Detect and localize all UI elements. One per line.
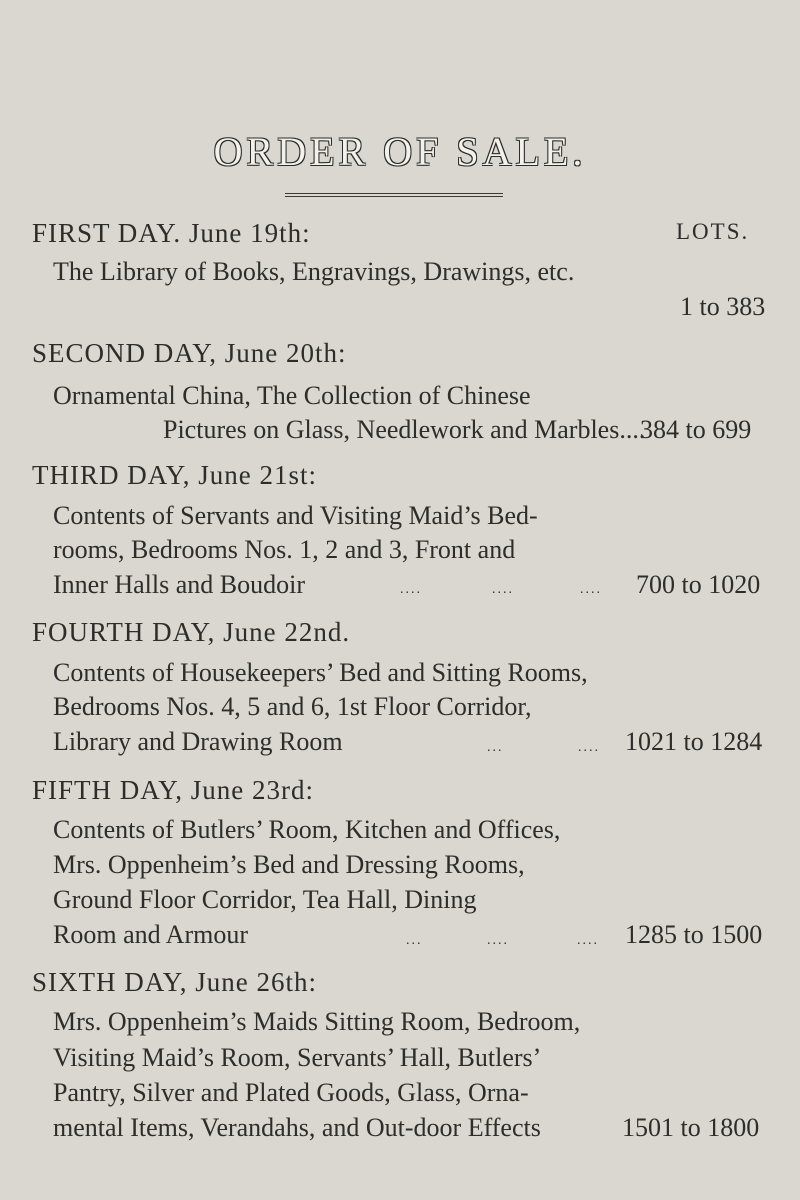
fourth-day-line-2: Bedrooms Nos. 4, 5 and 6, 1st Floor Corridor, — [53, 692, 532, 721]
sixth-day-line-2: Visiting Maid’s Room, Servants’ Hall, Butlers’ — [53, 1043, 542, 1072]
sixth-day-line-4: mental Items, Verandahs, and Out-door Effects — [53, 1113, 541, 1142]
fifth-day-leader-1: ... — [406, 933, 423, 948]
third-day-line-2: rooms, Bedrooms Nos. 1, 2 and 3, Front and — [53, 535, 516, 564]
lots-column-header: LOTS. — [676, 219, 750, 244]
first-day-lot-range: 1 to 383 — [680, 292, 766, 321]
second-day-heading: SECOND DAY, June 20th: — [32, 338, 347, 368]
fifth-day-leader-3: .... — [577, 933, 599, 948]
fourth-day-leader-2: .... — [578, 740, 600, 755]
sixth-day-line-3: Pantry, Silver and Plated Goods, Glass, Orna- — [53, 1078, 529, 1107]
fourth-day-lot-range: 1021 to 1284 — [625, 727, 763, 756]
third-day-heading: THIRD DAY, June 21st: — [32, 460, 318, 490]
first-day-line-1: The Library of Books, Engravings, Drawings, etc. — [53, 257, 575, 286]
page-title: ORDER OF SALE. — [213, 129, 587, 174]
third-day-leader-3: .... — [580, 582, 602, 597]
fifth-day-lot-range: 1285 to 1500 — [625, 920, 763, 949]
fourth-day-line-3: Library and Drawing Room — [53, 727, 343, 756]
title-double-rule — [285, 193, 503, 197]
first-day-heading: FIRST DAY. June 19th: — [32, 218, 311, 248]
fifth-day-line-2: Mrs. Oppenheim’s Bed and Dressing Rooms, — [53, 850, 525, 879]
third-day-line-1: Contents of Servants and Visiting Maid’s Bed- — [53, 501, 538, 530]
fifth-day-heading: FIFTH DAY, June 23rd: — [32, 775, 315, 805]
second-day-line-2: Pictures on Glass, Needlework and Marbles.... — [163, 415, 646, 444]
fifth-day-line-3: Ground Floor Corridor, Tea Hall, Dining — [53, 885, 477, 914]
sixth-day-line-1: Mrs. Oppenheim’s Maids Sitting Room, Bedroom, — [53, 1007, 581, 1036]
fourth-day-heading: FOURTH DAY, June 22nd. — [32, 617, 351, 647]
third-day-lot-range: 700 to 1020 — [636, 570, 761, 599]
fifth-day-leader-2: .... — [487, 933, 509, 948]
third-day-line-3: Inner Halls and Boudoir — [53, 570, 306, 599]
third-day-leader-1: .... — [400, 582, 422, 597]
third-day-leader-2: .... — [492, 582, 514, 597]
second-day-line-1: Ornamental China, The Collection of Chinese — [53, 381, 531, 410]
fifth-day-line-1: Contents of Butlers’ Room, Kitchen and Offices, — [53, 815, 561, 844]
fourth-day-leader-1: ... — [487, 740, 504, 755]
fifth-day-line-4: Room and Armour — [53, 920, 248, 949]
second-day-lot-range: 384 to 699 — [640, 415, 752, 444]
sixth-day-lot-range: 1501 to 1800 — [622, 1113, 760, 1142]
fourth-day-line-1: Contents of Housekeepers’ Bed and Sitting Rooms, — [53, 658, 588, 687]
sixth-day-heading: SIXTH DAY, June 26th: — [32, 967, 318, 997]
